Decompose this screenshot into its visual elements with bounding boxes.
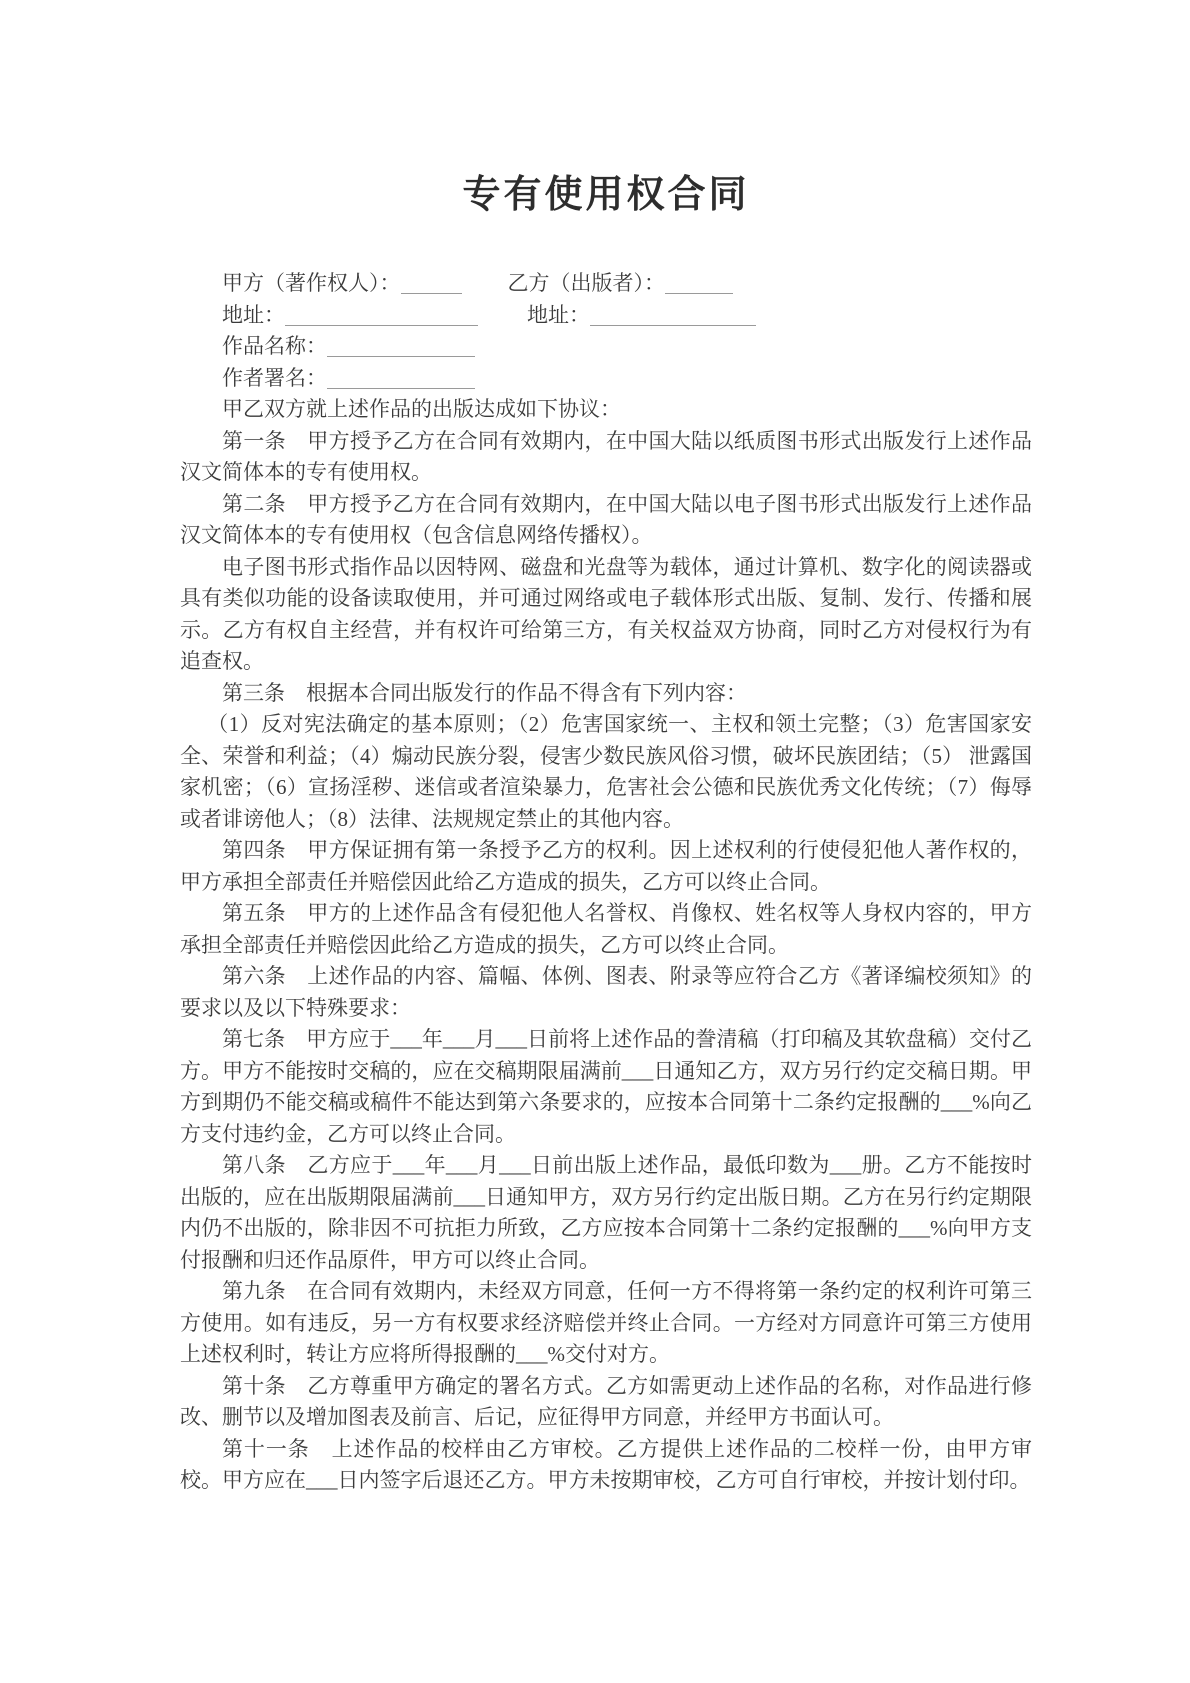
document-body [180, 268, 1032, 1497]
form-row-parties [180, 268, 1032, 300]
party-b-label: 乙方（出版者）： [507, 271, 665, 295]
form-row-work-title [180, 331, 1032, 363]
clause-paragraph-4: 第四条 甲方保证拥有第一条授予乙方的权利。因上述权利的行使侵犯他人著作权的，甲方承担全部责任并赔偿因此给乙方造成的损失，乙方可以终止合同。 [180, 838, 1032, 894]
author-signature-blank [327, 374, 475, 389]
clause-paragraph-10: 第十条 乙方尊重甲方确定的署名方式。乙方如需更动上述作品的名称，对作品进行修改、删节以及增加图表及前言、后记，应征得甲方同意，并经甲方书面认可。 [180, 1373, 1032, 1429]
party-b-blank [665, 279, 733, 294]
address-a-label: 地址： [222, 302, 285, 327]
author-signature-label: 作者署名： [222, 365, 327, 390]
clause-paragraph-8: 第八条 乙方应于___年___月___日前出版上述作品，最低印数为___册。乙方不能按时出版的，应在出版期限届满前___日通知甲方，双方另行约定出版日期。乙方在另行约定期限内仍不出版的，除非因不可抗拒力所致，乙方应按本合同第十二条约定报酬的___%向甲方支付报酬和归还作品原件，甲方可以终止合同。 [180, 1153, 1032, 1272]
clause-paragraph-1: 第一条 甲方授予乙方在合同有效期内，在中国大陆以纸质图书形式出版发行上述作品汉文简体本的专有使用权。 [180, 428, 1032, 484]
header-form [180, 268, 1032, 394]
clause-paragraph-2: 第二条 甲方授予乙方在合同有效期内，在中国大陆以电子图书形式出版发行上述作品汉文简体本的专有使用权（包含信息网络传播权）。 [180, 491, 1032, 547]
clause-paragraph-7: 第七条 甲方应于___年___月___日前将上述作品的誊清稿（打印稿及其软盘稿）交付乙方。甲方不能按时交稿的，应在交稿期限届满前___日通知乙方，双方另行约定交稿日期。甲方到期仍不能交稿或稿件不能达到第六条要求的，应按本合同第十二条约定报酬的___%向乙方支付违约金，乙方可以终止合同。 [180, 1027, 1032, 1146]
clause-paragraph-3: 第三条 根据本合同出版发行的作品不得含有下列内容： [222, 680, 747, 705]
clause-paragraph-6: 第六条 上述作品的内容、篇幅、体例、图表、附录等应符合乙方《著译编校须知》的要求以及以下特殊要求： [180, 964, 1032, 1020]
address-a-blank [285, 311, 478, 326]
intro-paragraph: 甲乙双方就上述作品的出版达成如下协议： [222, 397, 621, 421]
party-a-blank [401, 279, 462, 294]
form-row-addresses [180, 300, 1032, 332]
work-title-blank [327, 342, 475, 357]
clause-paragraph-9: 第九条 在合同有效期内，未经双方同意，任何一方不得将第一条约定的权利许可第三方使用。如有违反，另一方有权要求经济赔偿并终止合同。一方经对方同意许可第三方使用上述权利时，转让方应将所得报酬的___%交付对方。 [180, 1279, 1032, 1366]
address-b-blank [590, 311, 756, 326]
form-row-author-signature [180, 363, 1032, 395]
work-title-label: 作品名称： [222, 334, 327, 358]
address-b-label: 地址： [527, 302, 590, 327]
clause-paragraph-5: 第五条 甲方的上述作品含有侵犯他人名誉权、肖像权、姓名权等人身权内容的，甲方承担全部责任并赔偿因此给乙方造成的损失，乙方可以终止合同。 [180, 901, 1032, 957]
clause-paragraph-ebook-definition: 电子图书形式指作品以因特网、磁盘和光盘等为载体，通过计算机、数字化的阅读器或具有类似功能的设备读取使用，并可通过网络或电子载体形式出版、复制、发行、传播和展示。乙方有权自主经营，并有权许可给第三方，有关权益双方协商，同时乙方对侵权行为有追查权。 [180, 554, 1032, 673]
clause-paragraph-11: 第十一条 上述作品的校样由乙方审校。乙方提供上述作品的二校样一份，由甲方审校。甲方应在___日内签字后退还乙方。甲方未按期审校，乙方可自行审校，并按计划付印。 [180, 1436, 1032, 1492]
document-title: 专有使用权合同 [462, 174, 750, 216]
party-a-label: 甲方（著作权人）： [222, 271, 401, 295]
clause-paragraph-prohibited-list: （1）反对宪法确定的基本原则；（2）危害国家统一、主权和领土完整；（3）危害国家安全、荣誉和利益；（4）煽动民族分裂，侵害少数民族风俗习惯，破坏民族团结；（5） 泄露国家机密；（6）宣扬淫秽、迷信或者渲染暴力，危害社会公德和民族优秀文化传统；（7）侮辱或者诽谤他人；（8）法律、法规规定禁止的其他内容。 [180, 712, 1032, 831]
